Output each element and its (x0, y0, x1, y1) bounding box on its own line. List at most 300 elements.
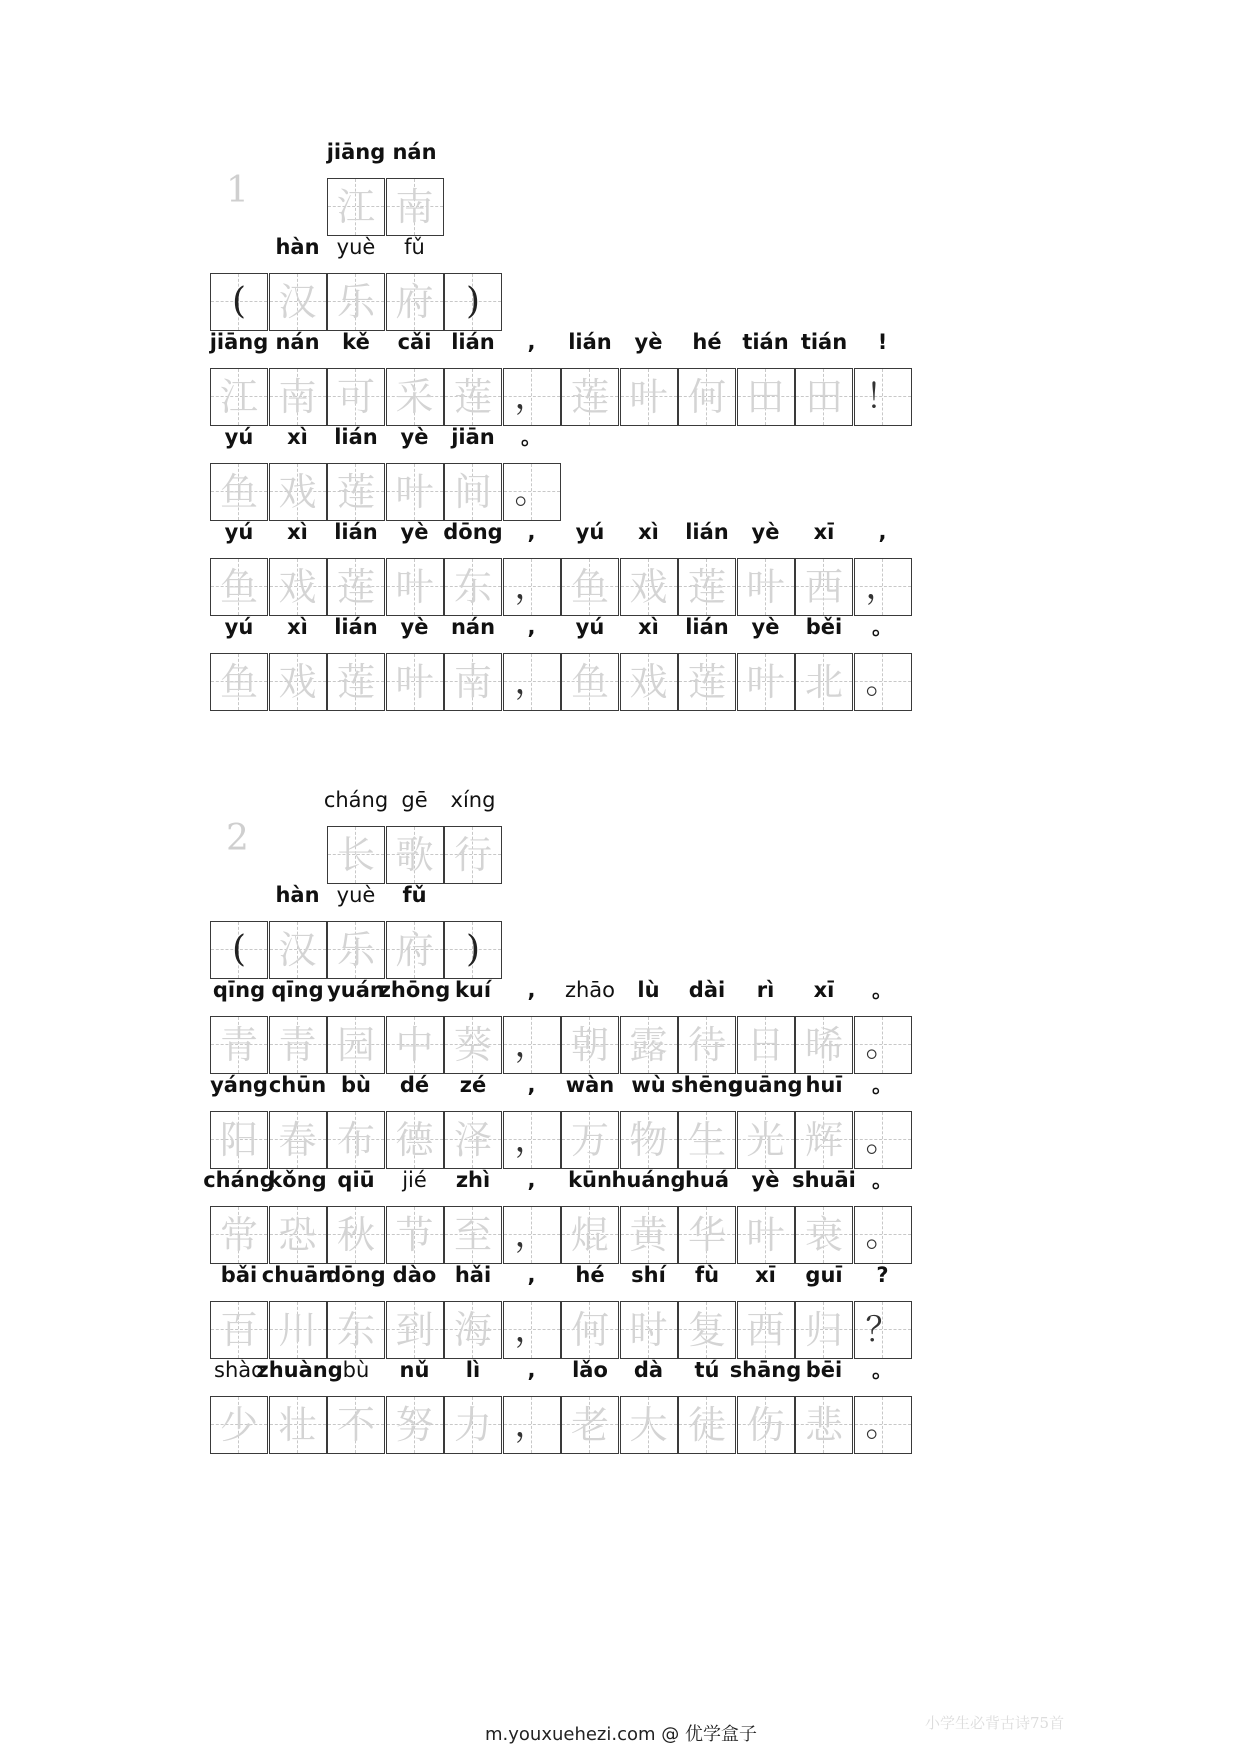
pinyin-label: běi (805, 615, 843, 639)
tian-grid-box (444, 1396, 502, 1454)
pinyin-label: huáng (611, 1168, 686, 1192)
hanzi-character: 布 (336, 1118, 375, 1162)
hanzi-character: ， (865, 567, 900, 607)
pinyin-label: gē (401, 788, 428, 812)
tian-grid-box (503, 368, 561, 426)
char-cell (386, 130, 444, 240)
tian-grid-box (269, 1206, 327, 1264)
hanzi-character: 。 (865, 1405, 900, 1445)
tian-grid-box (269, 558, 327, 616)
pinyin-label: jiān (451, 425, 495, 449)
hanzi-character: 衰 (804, 1213, 843, 1257)
tian-grid-box (854, 558, 912, 616)
tian-grid-box (737, 1111, 795, 1169)
tian-grid-box (386, 1301, 444, 1359)
pinyin-label: xì (287, 615, 308, 639)
char-cell (854, 968, 912, 1078)
tian-grid-box (678, 653, 736, 711)
tian-grid-box (561, 653, 619, 711)
pinyin-label: ! (877, 330, 888, 354)
hanzi-character: ！ (865, 377, 900, 417)
pinyin-label: hàn (275, 883, 320, 907)
hanzi-character: ( (231, 281, 247, 322)
hanzi-character: 西 (746, 1308, 785, 1352)
hanzi-character: 戏 (629, 565, 668, 609)
hanzi-character: ， (514, 1120, 549, 1160)
pinyin-label: , (527, 1358, 536, 1382)
hanzi-character: 戏 (278, 470, 317, 514)
tian-grid-box (386, 273, 444, 331)
hanzi-character: 戏 (278, 660, 317, 704)
hanzi-character: 黄 (629, 1213, 668, 1257)
tian-grid-box (854, 368, 912, 426)
pinyin-label: cǎi (397, 330, 432, 354)
pinyin-label: xī (813, 978, 835, 1002)
tian-grid-box (386, 921, 444, 979)
pinyin-label: yú (224, 425, 254, 449)
pinyin-label: lián (685, 520, 729, 544)
hanzi-character: 晞 (804, 1023, 843, 1067)
hanzi-character: 泽 (453, 1118, 492, 1162)
tian-grid-box (678, 558, 736, 616)
pinyin-label: bēi (805, 1358, 843, 1382)
tian-grid-box (386, 653, 444, 711)
tian-grid-box (561, 558, 619, 616)
tian-grid-box (386, 1206, 444, 1264)
tian-grid-box (444, 1111, 502, 1169)
hanzi-character: 叶 (395, 565, 434, 609)
hanzi-character: 万 (570, 1118, 609, 1162)
tian-grid-box (444, 1301, 502, 1359)
hanzi-character: 壮 (278, 1403, 317, 1447)
hanzi-character: 南 (453, 660, 492, 704)
hanzi-character: 辉 (804, 1118, 843, 1162)
pinyin-label: bù (341, 1073, 371, 1097)
pinyin-label: lì (465, 1358, 481, 1382)
hanzi-character: 府 (395, 280, 434, 324)
pinyin-label: xī (813, 520, 835, 544)
pinyin-label: ? (876, 1263, 889, 1287)
footer-watermark: 小学生必背古诗75首 (925, 1714, 1065, 1732)
tian-grid-box (327, 826, 385, 884)
pinyin-label: yáng (210, 1073, 268, 1097)
pinyin-label: jiāng (326, 140, 386, 164)
pinyin-label: kūn (568, 1168, 612, 1192)
pinyin-label: yuè (336, 235, 376, 259)
tian-grid-box (386, 1396, 444, 1454)
hanzi-character: 川 (278, 1308, 317, 1352)
tian-grid-box (269, 463, 327, 521)
tian-grid-box (210, 1111, 268, 1169)
pinyin-label: shēng (671, 1073, 743, 1097)
pinyin-label: shí (631, 1263, 666, 1287)
pinyin-label: yè (751, 615, 780, 639)
hanzi-character: 南 (278, 375, 317, 419)
tian-grid-box (854, 1206, 912, 1264)
tian-grid-box (210, 921, 268, 979)
tian-grid-box (678, 1016, 736, 1074)
tian-grid-box (386, 558, 444, 616)
pinyin-label: yè (751, 1168, 780, 1192)
tian-grid-box (444, 826, 502, 884)
pinyin-label: hé (692, 330, 722, 354)
hanzi-character: 恐 (278, 1213, 317, 1257)
tian-grid-box (444, 558, 502, 616)
pinyin-label: , (527, 520, 536, 544)
tian-grid-box (327, 1111, 385, 1169)
pinyin-label: yuán (327, 978, 385, 1002)
hanzi-character: 待 (687, 1023, 726, 1067)
hanzi-character: 鱼 (570, 565, 609, 609)
hanzi-character: 。 (514, 472, 549, 512)
pinyin-label: shào (214, 1358, 264, 1382)
char-cell (854, 320, 912, 430)
pinyin-label: 。 (872, 1168, 893, 1192)
hanzi-character: 归 (804, 1308, 843, 1352)
hanzi-character: 华 (687, 1213, 726, 1257)
pinyin-label: tú (694, 1358, 720, 1382)
hanzi-character: 少 (219, 1403, 258, 1447)
tian-grid-box (795, 1301, 853, 1359)
pinyin-label: , (878, 520, 887, 544)
pinyin-label: lián (334, 425, 378, 449)
hanzi-character: ， (514, 662, 549, 702)
tian-grid-box (795, 1111, 853, 1169)
hanzi-character: 海 (453, 1308, 492, 1352)
tian-grid-box (386, 368, 444, 426)
tian-grid-box (795, 1016, 853, 1074)
tian-grid-box (386, 178, 444, 236)
pinyin-label: 。 (872, 1073, 893, 1097)
hanzi-character: 鱼 (219, 565, 258, 609)
pinyin-label: qiū (337, 1168, 375, 1192)
hanzi-character: 江 (336, 185, 375, 229)
tian-grid-box (503, 463, 561, 521)
tian-grid-box (854, 1301, 912, 1359)
pinyin-label: fǔ (404, 235, 425, 259)
pinyin-label: , (527, 978, 536, 1002)
tian-grid-box (854, 1396, 912, 1454)
pinyin-label: cháng (203, 1168, 275, 1192)
tian-grid-box (210, 653, 268, 711)
hanzi-character: 常 (219, 1213, 258, 1257)
hanzi-character: ) (465, 281, 481, 322)
hanzi-character: 莲 (336, 565, 375, 609)
tian-grid-box (561, 1301, 619, 1359)
tian-grid-box (561, 368, 619, 426)
tian-grid-box (444, 921, 502, 979)
hanzi-character: ， (514, 1025, 549, 1065)
tian-grid-box (795, 1396, 853, 1454)
pinyin-label: qīng (271, 978, 324, 1002)
pinyin-label (432, 225, 514, 269)
pinyin-label: zé (459, 1073, 487, 1097)
pinyin-label: kuí (454, 978, 492, 1002)
pinyin-label: chūn (268, 1073, 327, 1097)
char-cell (444, 873, 502, 983)
tian-grid-box (503, 1301, 561, 1359)
hanzi-character: 叶 (746, 565, 785, 609)
tian-grid-box (678, 1111, 736, 1169)
poem-line-row (0, 968, 1242, 1078)
pinyin-label: wàn (565, 1073, 615, 1097)
hanzi-character: 东 (453, 565, 492, 609)
hanzi-character: 莲 (570, 375, 609, 419)
pinyin-label: bǎi (220, 1263, 258, 1287)
tian-grid-box (795, 1206, 853, 1264)
hanzi-character: 间 (453, 470, 492, 514)
hanzi-character: ？ (865, 1310, 900, 1350)
pinyin-label: kě (342, 330, 370, 354)
tian-grid-box (620, 1301, 678, 1359)
tian-grid-box (444, 1016, 502, 1074)
tian-grid-box (620, 1111, 678, 1169)
hanzi-character: 不 (336, 1403, 375, 1447)
pinyin-label: xíng (450, 788, 496, 812)
char-cell (854, 605, 912, 715)
hanzi-character: ， (514, 1310, 549, 1350)
hanzi-character: 春 (278, 1118, 317, 1162)
pinyin-label: tián (742, 330, 789, 354)
tian-grid-box (620, 1206, 678, 1264)
tian-grid-box (444, 368, 502, 426)
pinyin-label: dé (399, 1073, 430, 1097)
tian-grid-box (327, 178, 385, 236)
pinyin-label: yè (634, 330, 663, 354)
tian-grid-box (269, 921, 327, 979)
pinyin-label: lǎo (572, 1358, 608, 1382)
hanzi-character: 戏 (278, 565, 317, 609)
pinyin-label: zhāo (564, 978, 616, 1002)
hanzi-character: 汉 (278, 280, 317, 324)
tian-grid-box (444, 1206, 502, 1264)
tian-grid-box (561, 1016, 619, 1074)
hanzi-character: 歌 (395, 833, 434, 877)
hanzi-character: 江 (219, 375, 258, 419)
hanzi-character: 戏 (629, 660, 668, 704)
pinyin-label: rì (756, 978, 775, 1002)
tian-grid-box (327, 921, 385, 979)
tian-grid-box (678, 1396, 736, 1454)
pinyin-label: shāng (729, 1358, 802, 1382)
tian-grid-box (503, 1111, 561, 1169)
hanzi-character: 行 (453, 833, 492, 877)
hanzi-character: 可 (336, 375, 375, 419)
pinyin-label: xì (287, 425, 308, 449)
pinyin-label: , (527, 1263, 536, 1287)
hanzi-character: 园 (336, 1023, 375, 1067)
poem-title-row (0, 130, 1242, 240)
char-cell (854, 1063, 912, 1173)
hanzi-character: 莲 (336, 660, 375, 704)
pinyin-label: shuāi (792, 1168, 856, 1192)
hanzi-character: 悲 (804, 1403, 843, 1447)
hanzi-character: 。 (865, 662, 900, 702)
hanzi-character: 老 (570, 1403, 609, 1447)
pinyin-label: zhōng (378, 978, 451, 1002)
hanzi-character: 青 (219, 1023, 258, 1067)
hanzi-character: 府 (395, 928, 434, 972)
hanzi-character: 何 (570, 1308, 609, 1352)
hanzi-character: 叶 (746, 1213, 785, 1257)
pinyin-label: yè (751, 520, 780, 544)
pinyin-label: xì (638, 615, 659, 639)
poem-line-row (0, 1063, 1242, 1173)
pinyin-label: fǔ (402, 883, 427, 907)
hanzi-character: 何 (687, 375, 726, 419)
pinyin-label: 。 (521, 425, 542, 449)
hanzi-character: 鱼 (219, 470, 258, 514)
pinyin-label: lián (685, 615, 729, 639)
hanzi-character: 北 (804, 660, 843, 704)
tian-grid-box (620, 558, 678, 616)
tian-grid-box (620, 368, 678, 426)
pinyin-label: , (527, 1168, 536, 1192)
tian-grid-box (386, 1111, 444, 1169)
pinyin-label: huī (805, 1073, 843, 1097)
pinyin-label: zhuàng (256, 1358, 343, 1382)
tian-grid-box (269, 1396, 327, 1454)
hanzi-character: 伤 (746, 1403, 785, 1447)
poem-line-row (0, 320, 1242, 430)
pinyin-label: nǔ (399, 1358, 430, 1382)
pinyin-label: , (527, 615, 536, 639)
pinyin-label: lián (451, 330, 495, 354)
poem-number: 1 (226, 170, 249, 211)
tian-grid-box (327, 463, 385, 521)
tian-grid-box (269, 368, 327, 426)
pinyin-label: 。 (872, 615, 893, 639)
tian-grid-box (561, 1111, 619, 1169)
pinyin-label: kǒng (268, 1168, 327, 1192)
pinyin-label: tián (800, 330, 848, 354)
hanzi-character: 长 (336, 833, 375, 877)
tian-grid-box (561, 1396, 619, 1454)
poem-line-row (0, 1348, 1242, 1458)
hanzi-character: ， (514, 1405, 549, 1445)
poem-line-row (0, 605, 1242, 715)
pinyin-label: , (527, 330, 536, 354)
pinyin-label: nán (450, 615, 496, 639)
poem-line-row (0, 1253, 1242, 1363)
tian-grid-box (737, 1301, 795, 1359)
pinyin-label: yú (575, 615, 605, 639)
hanzi-character: 莲 (453, 375, 492, 419)
tian-grid-box (854, 1111, 912, 1169)
tian-grid-box (327, 1206, 385, 1264)
pinyin-label: xī (755, 1263, 776, 1287)
hanzi-character: 努 (395, 1403, 434, 1447)
pinyin-label: 。 (872, 1358, 893, 1382)
pinyin-label: bù (342, 1358, 370, 1382)
tian-grid-box (678, 1206, 736, 1264)
tian-grid-box (327, 1016, 385, 1074)
pinyin-label: yuè (336, 883, 376, 907)
pinyin-label: fù (694, 1263, 720, 1287)
tian-grid-box (795, 653, 853, 711)
tian-grid-box (327, 1301, 385, 1359)
hanzi-character: 大 (629, 1403, 668, 1447)
hanzi-character: 采 (395, 375, 434, 419)
hanzi-character: 葵 (453, 1023, 492, 1067)
tian-grid-box (327, 273, 385, 331)
tian-grid-box (386, 826, 444, 884)
tian-grid-box (737, 1016, 795, 1074)
tian-grid-box (386, 463, 444, 521)
pinyin-label: hé (575, 1263, 605, 1287)
pinyin-label: guāng (728, 1073, 803, 1097)
hanzi-character: 田 (804, 375, 843, 419)
pinyin-label: yú (224, 520, 254, 544)
tian-grid-box (854, 653, 912, 711)
pinyin-label: , (527, 1073, 536, 1097)
hanzi-character: 叶 (746, 660, 785, 704)
tian-grid-box (503, 1396, 561, 1454)
hanzi-character: 莲 (336, 470, 375, 514)
tian-grid-box (269, 1301, 327, 1359)
hanzi-character: 百 (219, 1308, 258, 1352)
tian-grid-box (210, 558, 268, 616)
tian-grid-box (444, 273, 502, 331)
tian-grid-box (269, 273, 327, 331)
pinyin-label: lián (334, 520, 378, 544)
hanzi-character: 鱼 (219, 660, 258, 704)
pinyin-label: dào (392, 1263, 437, 1287)
tian-grid-box (210, 273, 268, 331)
hanzi-character: 朝 (570, 1023, 609, 1067)
tian-grid-box (737, 558, 795, 616)
hanzi-character: 物 (629, 1118, 668, 1162)
pinyin-label: dōng (443, 520, 503, 544)
pinyin-label: xì (287, 520, 308, 544)
char-cell (854, 1253, 912, 1363)
pinyin-label: dà (633, 1358, 664, 1382)
tian-grid-box (678, 368, 736, 426)
pinyin-label: nán (275, 330, 320, 354)
pinyin-label: lián (334, 615, 378, 639)
poem-line-row (0, 1158, 1242, 1268)
hanzi-character: 东 (336, 1308, 375, 1352)
char-cell (444, 225, 502, 335)
hanzi-character: 至 (453, 1213, 492, 1257)
hanzi-character: 莲 (687, 565, 726, 609)
pinyin-label: wù (631, 1073, 666, 1097)
hanzi-character: ， (514, 377, 549, 417)
hanzi-character: 德 (395, 1118, 434, 1162)
hanzi-character: 徒 (687, 1403, 726, 1447)
pinyin-label: 。 (872, 978, 893, 1002)
tian-grid-box (210, 463, 268, 521)
hanzi-character: 焜 (570, 1213, 609, 1257)
tian-grid-box (737, 1396, 795, 1454)
hanzi-character: 叶 (395, 660, 434, 704)
hanzi-character: 到 (395, 1308, 434, 1352)
hanzi-character: 叶 (395, 470, 434, 514)
tian-grid-box (210, 1301, 268, 1359)
hanzi-character: 时 (629, 1308, 668, 1352)
pinyin-label: jié (402, 1168, 427, 1192)
pinyin-label: hàn (275, 235, 320, 259)
tian-grid-box (737, 1206, 795, 1264)
pinyin-label: yè (400, 520, 429, 544)
hanzi-character: ) (465, 929, 481, 970)
tian-grid-box (444, 653, 502, 711)
footer-site: m.youxuehezi.com @ 优学盒子 (484, 1724, 757, 1745)
tian-grid-box (503, 1206, 561, 1264)
hanzi-character: 光 (746, 1118, 785, 1162)
pinyin-label: huá (684, 1168, 730, 1192)
hanzi-character: ， (514, 567, 549, 607)
